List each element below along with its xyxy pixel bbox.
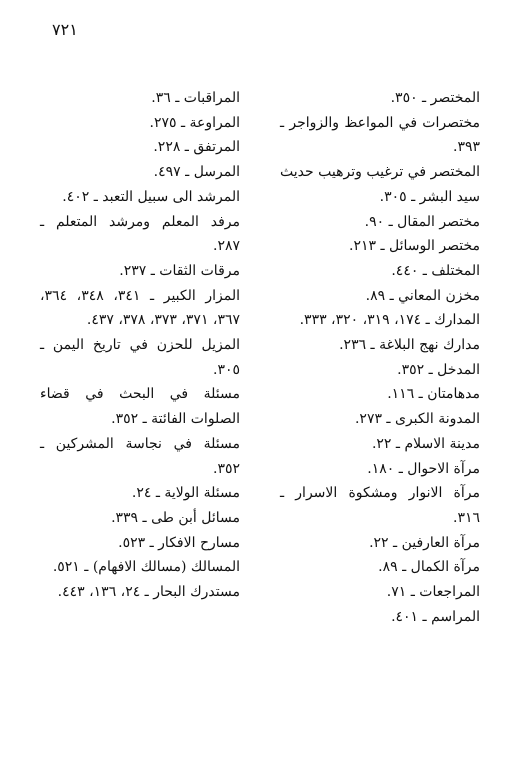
- index-entry: المدخل ـ ٣٥٢.: [397, 361, 480, 378]
- index-entry: المرسل ـ ٤٩٧.: [153, 164, 240, 181]
- index-entry: مرآة العارفين ـ ٢٢.: [369, 534, 480, 551]
- index-entry: مخزن المعاني ـ ٨٩.: [365, 287, 480, 304]
- index-entry: المزيل للحزن في تاريخ اليمن ـ ٣٠٥.: [40, 337, 240, 378]
- index-entry: مسئلة في البحث في قضاء الصلوات الفائتة ـ ٣٥٢.: [40, 386, 240, 428]
- right-column: [280, 86, 480, 629]
- index-entry: المراوعة ـ ٢٧٥.: [149, 114, 240, 131]
- index-entry: المدونة الكبرى ـ ٢٧٣.: [354, 411, 480, 428]
- index-entry: المزار الكبير ـ ٣٤١، ٣٤٨، ٣٦٤، ٣٦٧، ٣٧١، ٣٧٣، ٣٧٨، ٤٣٧.: [40, 287, 240, 329]
- index-entry: المراسم ـ ٤٠١.: [391, 608, 480, 625]
- index-columns: [40, 86, 480, 686]
- index-entry: المراجعات ـ ٧١.: [386, 584, 480, 601]
- index-entry: مرفد المعلم ومرشد المتعلم ـ ٢٨٧.: [40, 213, 240, 255]
- index-entry: مدينة الاسلام ـ ٢٢.: [371, 435, 480, 452]
- index-entry: المرشد الى سبيل التعبد ـ ٤٠٢.: [62, 188, 240, 205]
- index-entry: مسئلة الولاية ـ ٢٤.: [131, 485, 240, 502]
- index-entry: مرقات الثقات ـ ٢٣٧.: [119, 262, 240, 279]
- index-entry: المختلف ـ ٤٤٠.: [391, 262, 480, 279]
- left-column: [40, 86, 240, 605]
- index-entry: المرتفق ـ ٢٢٨.: [153, 139, 240, 156]
- index-entry: المختصر في ترغيب وترهيب حديث سيد البشر ـ ٣٠٥.: [280, 164, 480, 205]
- index-entry: مدارك نهج البلاغة ـ ٢٣٦.: [339, 337, 480, 354]
- index-entry: مسارح الافكار ـ ٥٢٣.: [118, 534, 240, 551]
- index-entry: مرآة الكمال ـ ٨٩.: [378, 559, 480, 576]
- index-entry: مختصر المقال ـ ٩٠.: [364, 213, 480, 230]
- index-entry: مختصرات في المواعظ والزواجر ـ ٣٩٣.: [280, 114, 480, 156]
- index-entry: المراقبات ـ ٣٦.: [151, 90, 240, 106]
- index-entry: مسئلة في نجاسة المشركين ـ ٣٥٢.: [40, 435, 240, 477]
- page-number: ٧٢١: [52, 20, 78, 39]
- index-entry: المسالك (مسالك الافهام) ـ ٥٢١.: [52, 559, 240, 576]
- index-entry: مدهامتان ـ ١١٦.: [387, 386, 480, 403]
- index-entry: مختصر الوسائل ـ ٢١٣.: [349, 238, 480, 255]
- index-entry: مرآة الاحوال ـ ١٨٠.: [367, 460, 480, 477]
- index-entry: مستدرك البحار ـ ٢٤، ١٣٦، ٤٤٣.: [57, 584, 240, 601]
- index-entry: المدارك ـ ١٧٤، ٣١٩، ٣٢٠، ٣٣٣.: [299, 312, 480, 329]
- index-entry: مرآة الانوار ومشكوة الاسرار ـ ٣١٦.: [280, 485, 480, 526]
- index-entry: المختصر ـ ٣٥٠.: [390, 90, 480, 106]
- index-entry: مسائل أبن طى ـ ٣٣٩.: [111, 509, 240, 526]
